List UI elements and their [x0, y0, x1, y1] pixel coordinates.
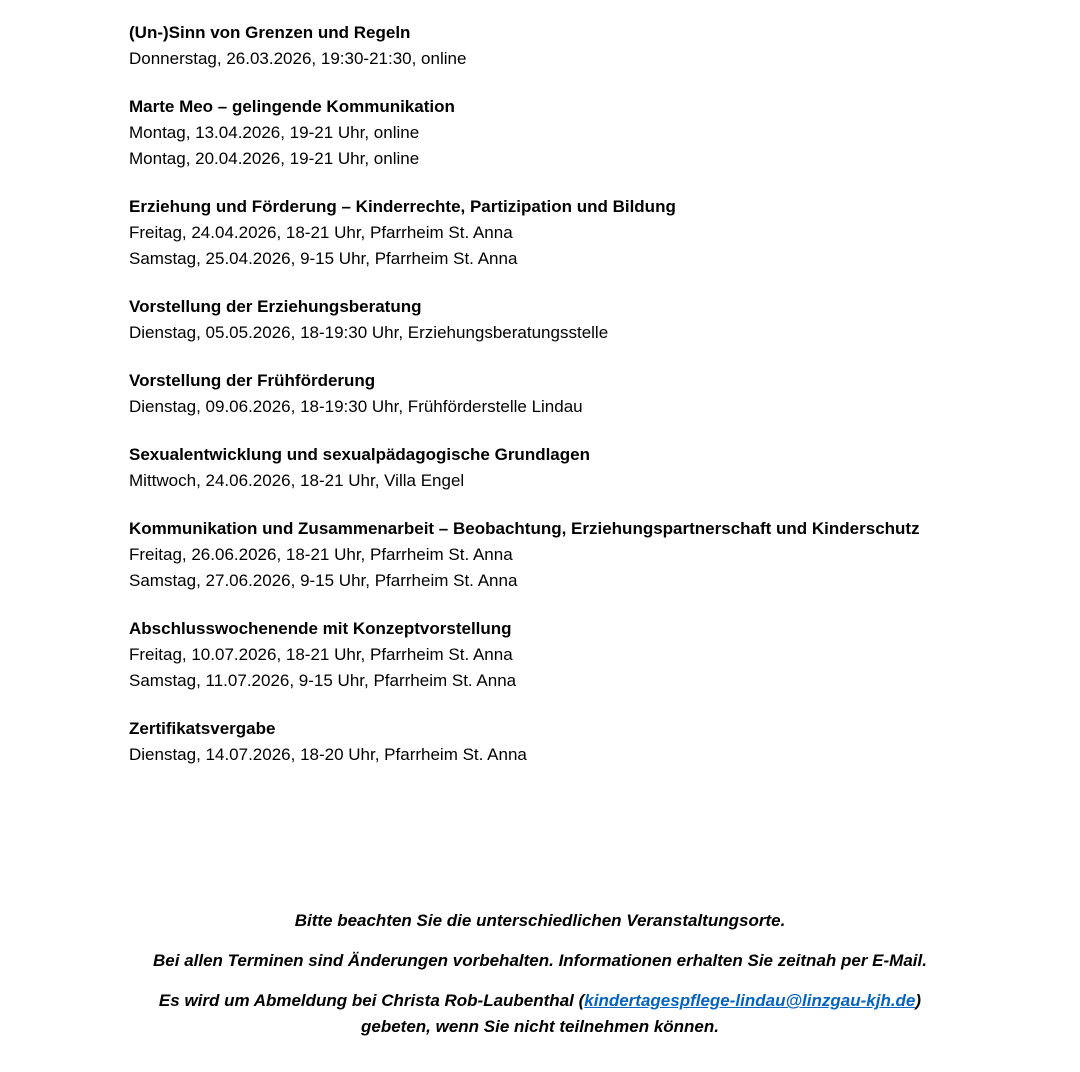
event-title: Erziehung und Förderung – Kinderrechte, Partizipation und Bildung	[129, 197, 676, 216]
event-title: (Un-)Sinn von Grenzen und Regeln	[129, 23, 411, 42]
event-block	[129, 516, 1029, 594]
event-title: Marte Meo – gelingende Kommunikation	[129, 97, 455, 116]
event-title: Vorstellung der Erziehungsberatung	[129, 297, 422, 316]
note-cancellation-line-1	[0, 988, 1080, 1014]
event-date: Freitag, 24.04.2026, 18-21 Uhr, Pfarrheim St. Anna	[129, 223, 513, 242]
event-block	[129, 368, 1029, 420]
event-block	[129, 94, 1029, 172]
event-title: Zertifikatsvergabe	[129, 719, 276, 738]
event-block	[129, 20, 1029, 72]
event-list	[129, 20, 1029, 790]
event-date: Dienstag, 05.05.2026, 18-19:30 Uhr, Erziehungsberatungsstelle	[129, 323, 609, 342]
event-date: Dienstag, 09.06.2026, 18-19:30 Uhr, Frühförderstelle Lindau	[129, 397, 583, 416]
event-date: Samstag, 27.06.2026, 9-15 Uhr, Pfarrheim St. Anna	[129, 571, 518, 590]
event-date: Samstag, 25.04.2026, 9-15 Uhr, Pfarrheim St. Anna	[129, 249, 518, 268]
event-date: Samstag, 11.07.2026, 9-15 Uhr, Pfarrheim St. Anna	[129, 671, 517, 690]
event-date: Montag, 20.04.2026, 19-21 Uhr, online	[129, 149, 420, 168]
event-block	[129, 194, 1029, 272]
event-block	[129, 294, 1029, 346]
event-date: Montag, 13.04.2026, 19-21 Uhr, online	[129, 123, 420, 142]
note-cancellation	[0, 988, 1080, 1040]
event-title: Abschlusswochenende mit Konzeptvorstellung	[129, 619, 512, 638]
note-cancellation-line-2: gebeten, wenn Sie nicht teilnehmen können.	[361, 1017, 719, 1036]
event-date: Mittwoch, 24.06.2026, 18-21 Uhr, Villa Engel	[129, 471, 465, 490]
event-date: Dienstag, 14.07.2026, 18-20 Uhr, Pfarrheim St. Anna	[129, 745, 527, 764]
notes-section	[0, 908, 1080, 1040]
event-block	[129, 442, 1029, 494]
event-date: Freitag, 26.06.2026, 18-21 Uhr, Pfarrheim St. Anna	[129, 545, 513, 564]
note-changes: Bei allen Terminen sind Änderungen vorbehalten. Informationen erhalten Sie zeitnah per E-Mail.	[153, 951, 927, 970]
event-title: Kommunikation und Zusammenarbeit – Beobachtung, Erziehungspartnerschaft und Kinderschutz	[129, 519, 920, 538]
event-date: Donnerstag, 26.03.2026, 19:30-21:30, online	[129, 49, 467, 68]
event-title: Vorstellung der Frühförderung	[129, 371, 376, 390]
note-cancellation-prefix: Es wird um Abmeldung bei Christa Rob-Laubenthal (	[158, 991, 585, 1010]
event-block	[129, 716, 1029, 768]
note-locations: Bitte beachten Sie die unterschiedlichen Veranstaltungsorte.	[294, 911, 786, 930]
note-cancellation-suffix: )	[915, 991, 922, 1010]
event-block	[129, 616, 1029, 694]
event-date: Freitag, 10.07.2026, 18-21 Uhr, Pfarrheim St. Anna	[129, 645, 513, 664]
event-title: Sexualentwicklung und sexualpädagogische Grundlagen	[129, 445, 590, 464]
email-link[interactable]: kindertagespflege-lindau@linzgau-kjh.de	[584, 991, 916, 1010]
